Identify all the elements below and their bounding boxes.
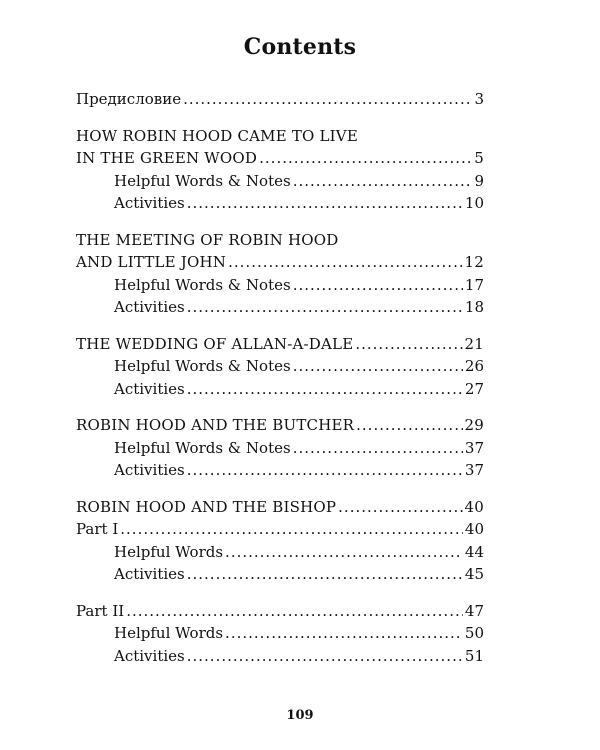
toc-entry-label: Helpful Words & Notes <box>114 438 291 457</box>
toc-subentry[interactable] <box>76 378 484 401</box>
leader-dots <box>187 296 463 319</box>
toc-entry-label: Helpful Words <box>114 542 224 561</box>
toc-entry-label: Helpful Words & Notes <box>114 357 291 375</box>
toc-entry-label: Activities <box>114 461 185 479</box>
toc-group-chapter-1 <box>76 125 484 215</box>
toc-entry-label: Part I <box>76 520 119 538</box>
toc-entry-page: 45 <box>464 565 484 583</box>
toc-entry-page: 44 <box>464 542 484 561</box>
toc-entry-label: Helpful Words <box>114 624 224 642</box>
leader-dots <box>187 459 463 482</box>
toc-entry-page: 47 <box>464 601 484 620</box>
toc-entry-label: ROBIN HOOD AND THE BUTCHER <box>76 416 355 434</box>
toc-entry[interactable] <box>76 333 484 356</box>
leader-dots <box>183 88 472 111</box>
toc-entry-label: Part II <box>76 601 125 620</box>
toc-entry[interactable] <box>76 147 484 170</box>
toc-chapter-heading[interactable]: THE MEETING OF ROBIN HOOD <box>76 230 339 249</box>
toc-entry[interactable] <box>76 600 484 623</box>
toc-subentry[interactable] <box>76 437 484 460</box>
toc-entry[interactable] <box>76 88 484 111</box>
leader-dots <box>187 645 463 668</box>
toc-group-chapter-5 <box>76 496 484 586</box>
table-of-contents <box>76 88 484 681</box>
toc-subentry[interactable] <box>76 563 484 586</box>
leader-dots <box>187 378 463 401</box>
toc-entry-label: THE WEDDING OF ALLAN-A-DALE <box>76 334 354 353</box>
toc-subentry[interactable] <box>76 622 484 645</box>
toc-subentry[interactable] <box>76 355 484 378</box>
toc-entry-label: IN THE GREEN WOOD <box>76 149 258 167</box>
toc-entry-label: Activities <box>114 379 185 398</box>
toc-entry-page: 50 <box>464 624 484 642</box>
toc-subentry[interactable] <box>76 170 484 193</box>
toc-entry-page: 21 <box>464 334 484 353</box>
toc-entry-label: Activities <box>114 646 185 665</box>
toc-entry-page: 29 <box>464 416 484 434</box>
toc-entry-label: Activities <box>114 565 185 583</box>
leader-dots <box>293 274 463 297</box>
toc-entry-page: 3 <box>474 90 484 108</box>
toc-entry[interactable] <box>76 414 484 437</box>
toc-entry-page: 37 <box>464 438 484 457</box>
toc-entry-page: 40 <box>464 497 484 516</box>
toc-subentry[interactable] <box>76 274 484 297</box>
toc-subentry[interactable] <box>76 192 484 215</box>
toc-group-chapter-5-part-2 <box>76 600 484 668</box>
leader-dots <box>187 192 463 215</box>
toc-subentry[interactable] <box>76 296 484 319</box>
toc-entry-label: Activities <box>114 298 185 316</box>
leader-dots <box>356 414 462 437</box>
toc-entry-page: 17 <box>464 275 484 294</box>
page-title: Contents <box>243 34 357 60</box>
leader-dots <box>187 563 463 586</box>
toc-entry-page: 5 <box>474 149 484 167</box>
toc-entry-label: ROBIN HOOD AND THE BISHOP <box>76 497 337 516</box>
leader-dots <box>120 518 463 541</box>
toc-entry-page: 51 <box>464 646 484 665</box>
leader-dots <box>338 496 462 519</box>
toc-entry-label: Helpful Words & Notes <box>114 275 291 294</box>
toc-entry[interactable] <box>76 518 484 541</box>
toc-subentry[interactable] <box>76 459 484 482</box>
toc-subentry[interactable] <box>76 541 484 564</box>
toc-entry-page: 27 <box>464 379 484 398</box>
toc-entry-label: Activities <box>114 194 185 212</box>
toc-entry-page: 9 <box>474 171 484 190</box>
toc-entry[interactable] <box>76 496 484 519</box>
leader-dots <box>259 147 472 170</box>
toc-entry-label: AND LITTLE JOHN <box>76 253 227 271</box>
toc-entry-label: Предисловие <box>76 90 182 108</box>
toc-group-chapter-3 <box>76 333 484 401</box>
toc-chapter-heading[interactable]: HOW ROBIN HOOD CAME TO LIVE <box>76 126 358 145</box>
leader-dots <box>293 355 463 378</box>
toc-entry-page: 26 <box>464 357 484 375</box>
toc-entry-page: 10 <box>464 194 484 212</box>
leader-dots <box>225 622 463 645</box>
toc-entry-page: 18 <box>464 298 484 316</box>
leader-dots <box>293 170 473 193</box>
leader-dots <box>355 333 462 356</box>
toc-entry-page: 37 <box>464 461 484 479</box>
page-number: 109 <box>286 708 314 723</box>
toc-group-chapter-4 <box>76 414 484 482</box>
leader-dots <box>225 541 463 564</box>
leader-dots <box>228 251 462 274</box>
toc-entry-page: 40 <box>464 520 484 538</box>
leader-dots <box>126 600 463 623</box>
toc-subentry[interactable] <box>76 645 484 668</box>
toc-group-chapter-2 <box>76 229 484 319</box>
toc-entry[interactable] <box>76 251 484 274</box>
toc-entry-page: 12 <box>464 253 484 271</box>
leader-dots <box>293 437 463 460</box>
toc-group-preface <box>76 88 484 111</box>
toc-entry-label: Helpful Words & Notes <box>114 171 291 190</box>
